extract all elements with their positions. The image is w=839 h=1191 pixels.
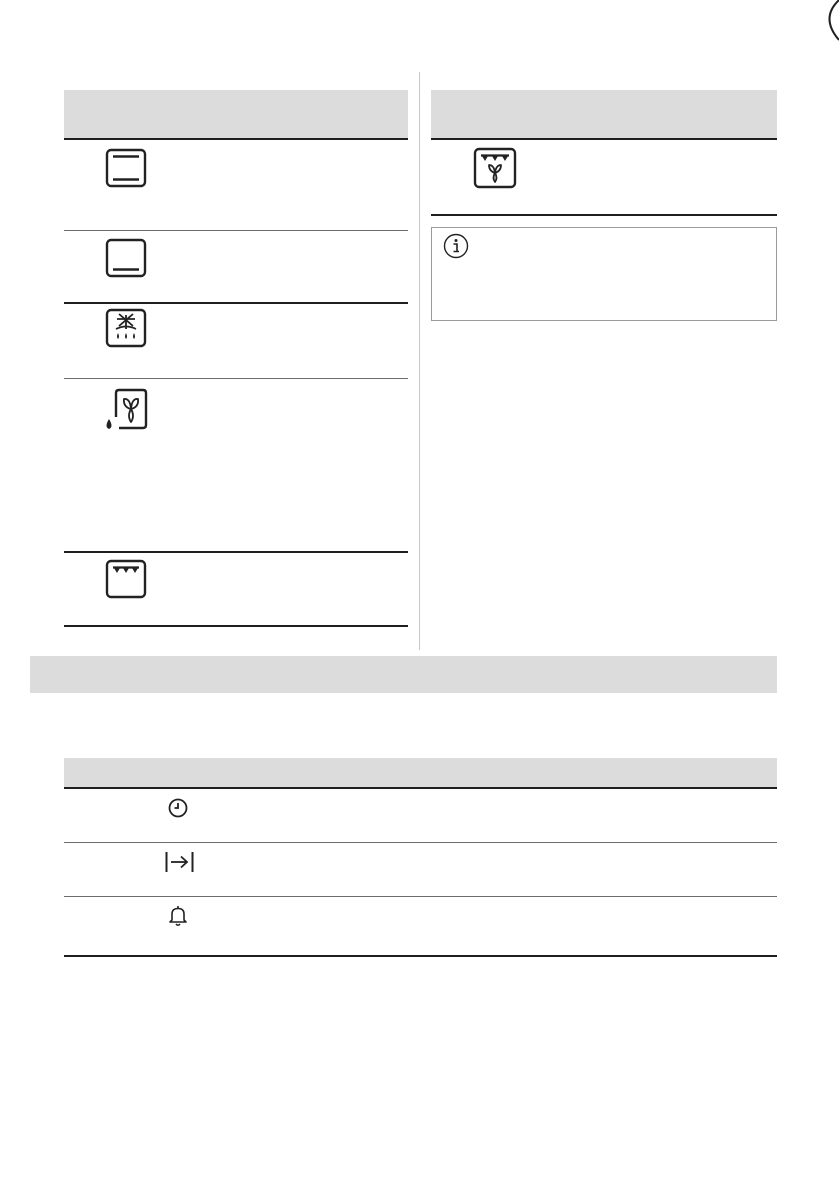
- conventional-cooking-icon: [105, 148, 147, 188]
- table-header: [431, 90, 777, 138]
- table-row: [64, 304, 408, 378]
- turbo-grilling-icon: [473, 147, 517, 189]
- table-row: [64, 379, 408, 551]
- time-of-day-icon: [167, 797, 189, 819]
- table-row: [64, 789, 777, 842]
- section-heading-bar: [30, 656, 777, 693]
- moist-fan-baking-icon: [103, 387, 149, 431]
- table-header: [64, 90, 408, 138]
- table-row: [64, 231, 408, 302]
- table-row: [431, 140, 777, 214]
- grill-icon: [105, 559, 147, 599]
- info-note-box: [431, 227, 777, 321]
- table-bottom-rule: [64, 625, 408, 627]
- table-row: [64, 843, 777, 896]
- page-edge-mark: [815, 0, 839, 1191]
- table-header: [64, 758, 777, 787]
- table-row: [64, 140, 408, 230]
- column-divider: [419, 72, 420, 650]
- defrost-icon: [105, 308, 147, 348]
- minute-minder-icon: [168, 905, 188, 927]
- table-bottom-rule: [64, 955, 777, 957]
- table-bottom-rule: [431, 214, 777, 216]
- info-icon: [443, 233, 469, 259]
- table-row: [64, 897, 777, 955]
- duration-icon: [164, 850, 196, 874]
- table-row: [64, 553, 408, 625]
- bottom-heat-icon: [105, 238, 147, 278]
